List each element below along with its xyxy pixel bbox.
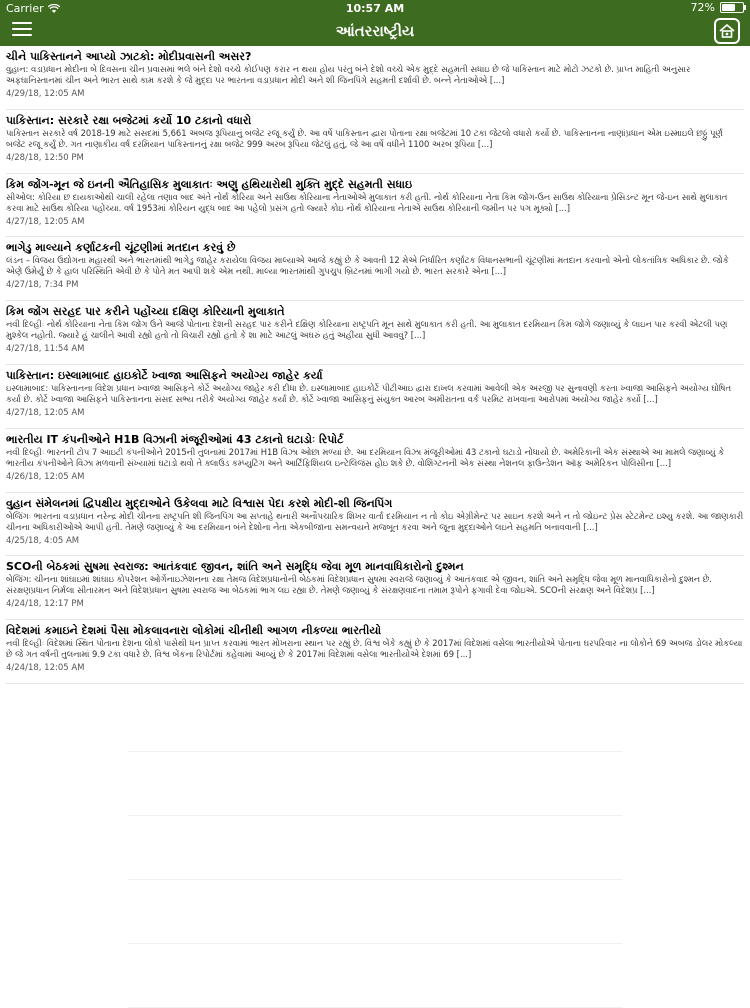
article-list bbox=[0, 46, 750, 684]
article-item[interactable] bbox=[0, 493, 750, 557]
article-summary: બેજિંગ: ચીનના શાંઘાઇમાં શાંઘાઇ કોપરેશન ઓર્ગેનાઇઝેશનના રક્ષા તેમજ વિદેશપ્રધાનોની બેઠકમાં વિદેશપ્રધાન સુષમા સ્વરાજે જણાવ્યું કે આતંકવાદ એ જીવન, શાંતિ અને સમૃદ્ધિ જેવા મૂળ માનવાધિકારોનો દુશ્મન છે. સંરક્ષણપ્રધાન નિર્મલા સીતારમન અને વિદેશપ્રધાન સુષમા સ્વરાજ આ બેઠકમાં ભાગ લઇ રહ્યા છે. તેમણે જણાવ્યું કે સંરક્ષણવાદના તમામ રૂપોને ફગાવી દેવા જોઇએ. SCOની સંરક્ષણ અને વિદેશપ્ર [...] bbox=[6, 574, 712, 596]
nav-bar bbox=[0, 16, 750, 46]
article-item[interactable] bbox=[0, 429, 750, 493]
article-title: ભારતીય IT કંપનીઓને H1B વિઝાની મંજૂરીઓમાં 43 ટકાનો ઘટાડોઃ રિપોર્ટ bbox=[6, 432, 344, 446]
status-bar bbox=[0, 0, 750, 16]
article-title: SCOની બેઠકમાં સુષમા સ્વરાજ: આતંકવાદ જીવન, શાંતિ અને સમૃદ્ધિ જેવા મૂળ માનવાધિકારોનો દુશ્મન bbox=[6, 560, 464, 574]
article-date: 4/24/18, 12:17 PM bbox=[6, 599, 84, 610]
article-item[interactable] bbox=[0, 620, 750, 684]
article-item[interactable] bbox=[0, 110, 750, 174]
empty-list-area bbox=[0, 688, 750, 1008]
empty-row bbox=[0, 752, 750, 816]
article-summary: નવી દિલ્હીઃ વિદેશમાં સ્થિત પોતાના દેશના લોકો પાસેથી ધન પ્રાપ્ત કરવામાં ભારત મોખરાના સ્થાન પર રહ્યું છે. વિશ્વ બેંકે કહ્યું છે કે 2017માં વિદેશમાં વસેલા ભારતીયોએ પોતાના ઘરપરિવાર ના લોકોને 69 અબજ ડોલર મોકલ્યા છે જે ગત વર્ષની તુલનામાં 9.9 ટકા વધારે છે. વિશ્વ બેંકના રિપોર્ટમાં કહેવામાં આવ્યું છે કે 2017માં વિદેશમાં વસેલા ભારતીયોએ દેશમાં 69 [...] bbox=[6, 638, 743, 660]
battery-fill bbox=[722, 4, 735, 11]
article-title: પાકિસ્તાન: ઇસ્લામાબાદ હાઇકોર્ટે ખ્વાજા આસિફને અયોગ્ય જાહેર કર્યા bbox=[6, 368, 323, 382]
article-title: કિમ જોંગ સરહદ પાર કરીને પહોંચ્યા દક્ષિણ કોરિયાની મુલાકાતે bbox=[6, 305, 285, 319]
article-summary: સીઓલ: કોરિયા છ દાયકાઓથી ચાલી રહેલા તણાવ બાદ અંતે નોર્થ કોરિયા અને સાઉથ કોરિયાના નેતાઓએ મુલાકાત કરી હતી. નોર્થ કોરિયાના નેતા કિમ જોંગ-ઉન સાઉથ કોરિયાના પ્રેસિડન્ટ મૂન જે-ઇન સાથે મુલાકાત કરવા માટે સાઉથ કોરિયા પહોંચ્યા. વર્ષ 1953માં કોરિયન યુદ્ધ બાદ આ પહેલો પ્રસંગ હતો જ્યારે કોઇ નોર્થ કોરિયાના નેતાએ સાઉથ કોરિયાની જમીન પર પગ મૂક્યો [...] bbox=[6, 191, 728, 213]
article-item[interactable] bbox=[0, 301, 750, 365]
article-title: કિમ જોંગ-મૂન જે ઇનની ઐતિહાસિક મુલાકાતઃ અણુ હથિયારોથી મુક્તિ મુદ્દે સહમતી સધાઇ bbox=[6, 177, 413, 191]
article-date: 4/27/18, 12:05 AM bbox=[6, 407, 85, 418]
article-item[interactable] bbox=[0, 365, 750, 429]
article-date: 4/27/18, 7:34 PM bbox=[6, 280, 79, 291]
article-date: 4/26/18, 12:05 AM bbox=[6, 471, 85, 482]
page-title: આંતરરાષ્ટ્રીય bbox=[335, 22, 415, 40]
battery-icon bbox=[720, 2, 744, 13]
article-summary: નવી દિલ્હીઃ ભારતની ટોપ 7 આઇટી કંપનીઓને 2015ની તુલનામાં 2017માં H1B વિઝા ઓછા મળ્યાં છે. આ દરમિયાન વિઝા મંજૂરીઓમાં 43 ટકાનો ઘટાડો નોંધાયો છે. અમેરિકાની એક સંસ્થાએ આ મામલે જણાવ્યું કે ભારતીય કંપનીઓને વિઝા મળવાની સંખ્યામાં ઘટાડો થવો તે ક્લાઉડ કમ્પ્યુટિંગ અને આર્ટિફિશિયલ ઇન્ટેલિજંસ હોઇ શકે છે. વોશિંગ્ટનની એક સંસ્થા નેશનલ ફાઉન્ડેશન ઑફ અમેરિકન પોલિસીના [...] bbox=[6, 446, 725, 468]
home-button[interactable] bbox=[714, 18, 740, 44]
empty-row bbox=[0, 944, 750, 1008]
battery-percent: 72% bbox=[690, 1, 715, 14]
article-date: 4/25/18, 4:05 AM bbox=[6, 535, 80, 546]
empty-row bbox=[0, 816, 750, 880]
article-date: 4/29/18, 12:05 AM bbox=[6, 89, 85, 99]
article-title: ભાગેડુ માલ્યાને કર્ણાટકની ચૂંટણીમાં મતદાન કરવું છે bbox=[6, 241, 236, 255]
article-item[interactable] bbox=[0, 46, 750, 110]
article-date: 4/28/18, 12:50 PM bbox=[6, 152, 84, 163]
article-item[interactable] bbox=[0, 556, 750, 620]
empty-row bbox=[0, 880, 750, 944]
article-date: 4/27/18, 11:54 AM bbox=[6, 344, 85, 355]
article-item[interactable] bbox=[0, 237, 750, 301]
article-date: 4/24/18, 12:05 AM bbox=[6, 663, 85, 674]
carrier-label: Carrier bbox=[6, 2, 44, 15]
article-summary: લંડન – વિજય ઉદ્યોગના મહારથી અને ભારતમાંથી ભાગેડુ જાહેર કરાયેલા વિજય માલ્યાએ આજે કહ્યું છે કે આવતી 12 મેએ નિર્ધારિત કર્ણાટક વિધાનસભાની ચૂંટણીમાં મતદાન કરવાનો એનો લોકતાંત્રિક અધિકાર છે. જોકે એણે ઉમેર્યું છે કે હાલ પરિસ્થિતિ એવી છે કે પોતે મત આપી શકે એમ નથી. માલ્યા ભારતમાંથી ગુપચુપ બ્રિટનમાં ભાગી ગયો છે. ભારત સરકારે એના [...] bbox=[6, 255, 729, 277]
status-time: 10:57 AM bbox=[345, 2, 405, 15]
article-title: ચીને પાકિસ્તાનને આપ્યો ઝાટકો: મોદીપ્રવાસની અસર? bbox=[6, 50, 252, 63]
article-summary: વુહાન: વડાપ્રધાન મોદીના બે દિવસના ચીન પ્રવાસમાં ભલે બંને દેશો વચ્ચે કોઈપણ કરાર ન થયા હોય પરંતુ બંને દેશો વચ્ચે એક મુદ્દે સહમતી સધાઇ છે જે પાકિસ્તાન માટે મોટો ઝટકો છે. પ્રાપ્ત માહિતી અનુસાર અફઘાનિસ્તાનમાં ચીન અને ભારત સાથે કામ કરશે કે જે મુદ્દા પર ભારતના વડાપ્રધાન મોદી અને શી જિનપિંગે સહમતી દર્શાવી છે. બન્ને નેતાઓએ [...] bbox=[6, 64, 691, 85]
article-title: વિદેશમાં કમાઇને દેશમાં પૈસા મોકલાવનારા લોકોમાં ચીનીથી આગળ નીકળ્યા ભારતીયો bbox=[6, 624, 382, 638]
article-title: પાકિસ્તાન: સરકારે રક્ષા બજેટમાં કર્યો 10 ટકાનો વધારો bbox=[6, 113, 252, 127]
article-summary: ઇસ્લામાબાદ: પાકિસ્તાનના વિદેશ પ્રધાન ખ્વાજા આસિફને કોર્ટે અયોગ્ય જાહેર કરી દીધા છે. ઇસ્લામાબાદ હાઇકોર્ટે પીટીઆઇ દ્વારા દાખલ કરવામાં આવેલી એક અરજી પર સુનાવણી કરતા ખ્વાજા આસિફને અયોગ્ય ઘોષિત કર્યા છે. કોર્ટે ખ્વાજા આસિફને પાકિસ્તાનના સંસદ સભ્ય તરીકે અયોગ્ય જાહેર કર્યા છે. કોર્ટે ખ્વાજા આસિફનું સંયુક્ત આરબ અમીરાતના વર્ક પરમિટ રાખવાના આરોપમાં અયોગ્ય જાહેર કર્યો [...] bbox=[6, 382, 732, 404]
article-summary: પાકિસ્તાન સરકારે વર્ષ 2018-19 માટે સંસદમાં 5,661 અબજ રૂપિયાનું બજેટ રજૂ કર્યું છે. આ વર્ષે પાકિસ્તાન દ્વારા પોતાના રક્ષા બજેટમાં 10 ટકા જેટલો વધારો કર્યો છે. પાકિસ્તાનના નાણાંપ્રધાન એમ ઇસ્માઇલે છઠ્ઠું પૂર્ણ બજેટ રજૂ કર્યું છે. ગત નાણાકીય વર્ષ દરમિયાન પાકિસ્તાનનું રક્ષા બજેટ 999 અરબ રૂપિયા જેટલું હતું, જે આ વર્ષે વધીને 1100 અરબ રૂપિયા [...] bbox=[6, 127, 723, 149]
empty-row bbox=[0, 688, 750, 752]
article-date: 4/27/18, 12:05 AM bbox=[6, 216, 85, 227]
article-item[interactable] bbox=[0, 174, 750, 238]
status-right bbox=[691, 1, 744, 14]
article-summary: બેજિંગઃ ભારતના વડાપ્રધાન નરેન્દ્ર મોદી ચીનના રાષ્ટ્રપતિ શી જિનપિંગ આ સપ્તાહે થનારી અનૌપચારિક શિખર વાર્તા દરમિયાન ન તો કોઇ એગ્રીમેન્ટ પર સાઇન કરશે અને ન તો જોઇન્ટ પ્રેસ સ્ટેટમેન્ટ ઇશ્યુ કરશે. આ જાણકારી ચીનના અધિકારીઓએ આપી હતી. તેમણે જણાવ્યું કે આ દરમિયાન બંને દેશોના નેતા એકબીજાના સમન્વયને મજબૂત કરવા અને જૂના મુદ્દાઓને લઇને સહમતિ બનાવવાની [...] bbox=[6, 510, 744, 532]
article-summary: નવી દિલ્હીઃ નોર્થ કોરિયાના નેતા કિમ જોંગ ઉને આજે પોતાના દેશની સરહદ પાર કરીને દક્ષિણ કોરિયાના રાષ્ટ્રપતિ મૂન સાથે મુલાકાત કરી હતી. આ મુલાકાત દરમિયાન કિમ જોંગે જણાવ્યું કે લાઇન પાર કરવી એટલી પણ મુશ્કેલ નહોતી. જ્યારે હું ચાલીને આવી રહ્યો હતો તો વિચારી રહ્યો હતો કે શા માટે આટલું અઘરું હતું અહીંયા સુધી આવવું? [...] bbox=[6, 319, 728, 341]
home-icon bbox=[718, 22, 736, 40]
article-title: વુહાન સંમેલનમાં દ્વિપક્ષીય મુદ્દાઓને ઉકેલવા માટે વિશ્વાસ પેદા કરશે મોદી-શી જિનપિંગ bbox=[6, 496, 393, 510]
